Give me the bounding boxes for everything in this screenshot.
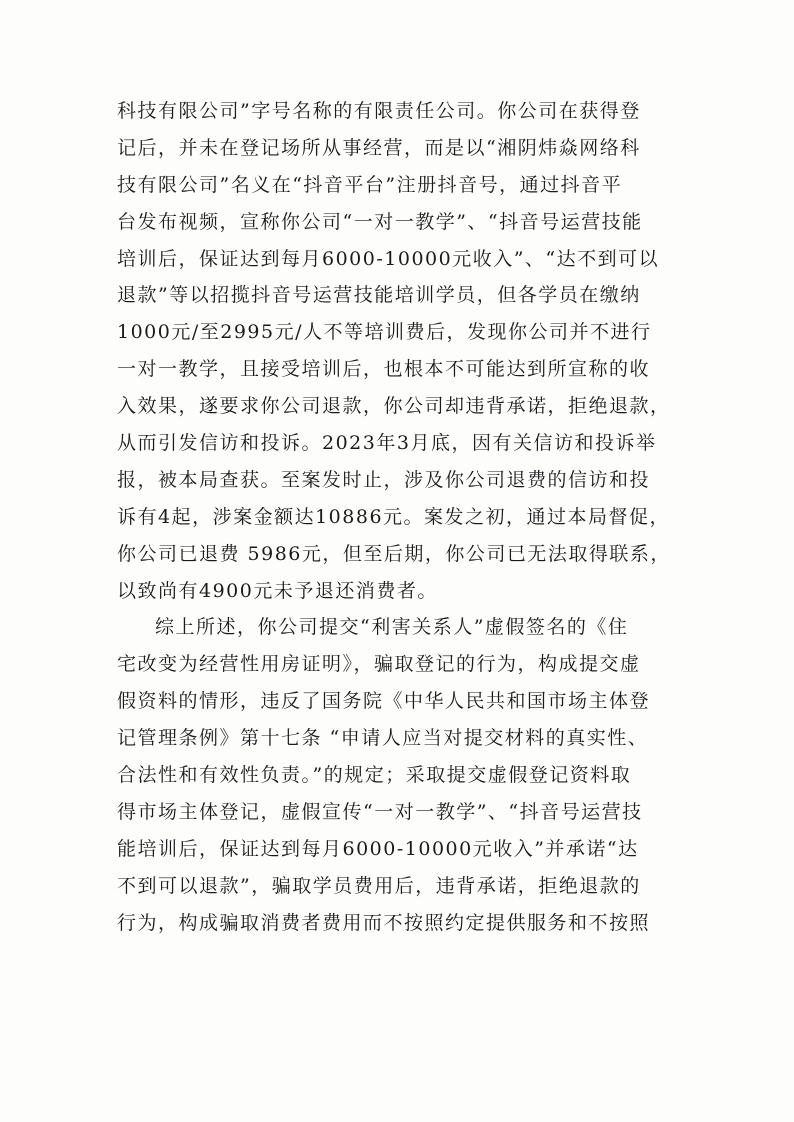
text-line: 从而引发信访和投诉。2023年3月底，因有关信访和投诉举 bbox=[117, 432, 657, 455]
text-line: 技有限公司”名义在“抖音平台”注册抖音号，通过抖音平 bbox=[117, 173, 623, 196]
text-line: 记后，并未在登记场所从事经营，而是以“湘阴炜焱网络科 bbox=[117, 136, 641, 159]
text-line: 你公司已退费 5986元，但至后期，你公司已无法取得联系， bbox=[117, 542, 671, 565]
text-line: 诉有4起，涉案金额达10886元。案发之初，通过本局督促， bbox=[117, 505, 671, 528]
text-line: 一对一教学，且接受培训后，也根本不可能达到所宣称的收 bbox=[117, 358, 651, 381]
paragraph-case-facts bbox=[117, 93, 687, 609]
text-line: 宅改变为经营性用房证明》，骗取登记的行为，构成提交虚 bbox=[117, 653, 641, 676]
text-line: 记管理条例》第十七条 “申请人应当对提交材料的真实性、 bbox=[117, 727, 649, 750]
document-body bbox=[117, 93, 687, 941]
text-line: 报，被本局查获。至案发时止，涉及你公司退费的信访和投 bbox=[117, 468, 651, 491]
text-line: 1000元/至2995元/人不等培训费后，发现你公司并不进行 bbox=[117, 321, 652, 344]
text-line: 能培训后，保证达到每月6000-10000元收入”并承诺“达 bbox=[117, 837, 639, 860]
text-line: 培训后，保证达到每月6000-10000元收入”、“达不到可以 bbox=[117, 247, 660, 270]
text-line: 假资料的情形，违反了国务院《中华人民共和国市场主体登 bbox=[117, 690, 651, 713]
text-line: 综上所述，你公司提交“利害关系人”虚假签名的《住 bbox=[155, 616, 629, 639]
text-line: 得市场主体登记，虚假宣传“一对一教学”、“抖音号运营技 bbox=[117, 800, 643, 823]
text-line: 入效果，遂要求你公司退款，你公司却违背承诺，拒绝退款， bbox=[117, 395, 671, 418]
text-line: 科技有限公司”字号名称的有限责任公司。你公司在获得登 bbox=[117, 100, 641, 122]
text-line: 台发布视频，宣称你公司“一对一教学”、“抖音号运营技能 bbox=[117, 210, 643, 233]
text-line: 以致尚有4900元未予退还消费者。 bbox=[117, 579, 438, 602]
text-line: 退款”等以招揽抖音号运营技能培训学员，但各学员在缴纳 bbox=[117, 284, 641, 307]
paragraph-conclusion bbox=[117, 609, 687, 941]
text-line: 行为，构成骗取消费者费用而不按照约定提供服务和不按照 bbox=[117, 911, 651, 934]
text-line: 合法性和有效性负责。”的规定；采取提交虚假登记资料取 bbox=[117, 764, 632, 787]
text-line: 不到可以退款”，骗取学员费用后，违背承诺，拒绝退款的 bbox=[117, 874, 641, 897]
